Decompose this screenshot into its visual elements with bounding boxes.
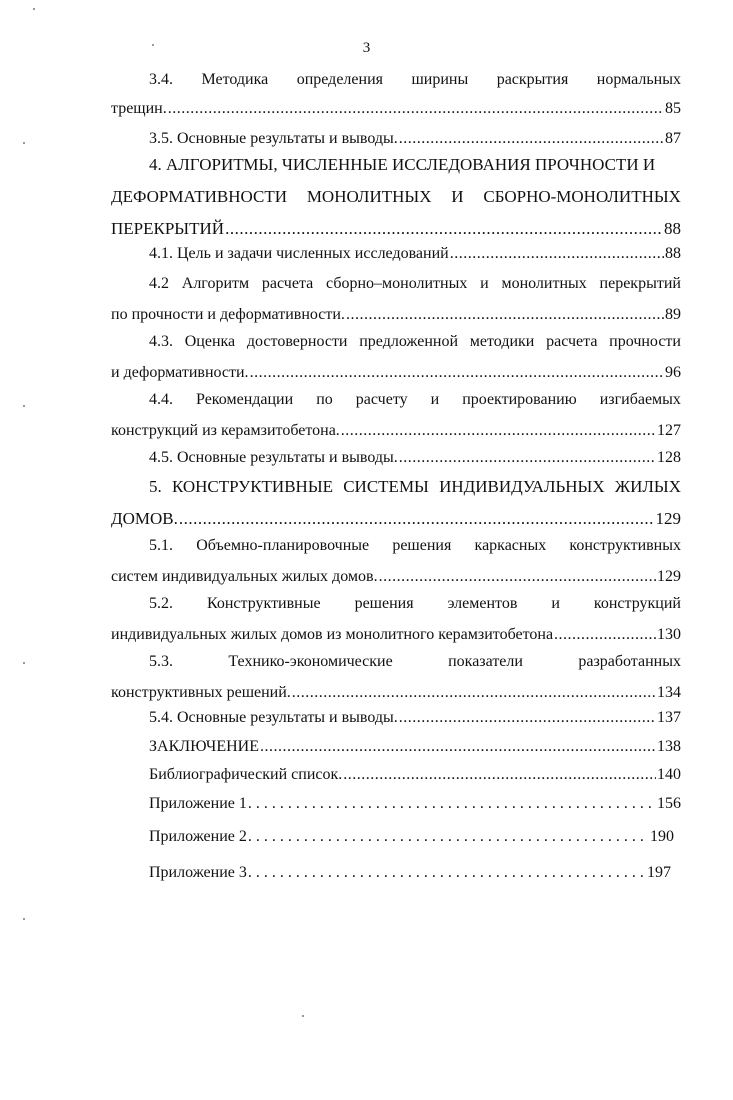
toc-line [111,361,681,384]
leader-dots [248,861,646,884]
toc-page-number: 88 [664,219,681,238]
leader-dots [399,127,664,150]
toc-entry-appendix-2 [111,825,674,848]
toc-entry-title: Приложение 1 [149,795,247,812]
toc-word: расчета [261,275,314,292]
leader-dots [292,681,656,704]
toc-line [111,792,681,815]
toc-entry-title: по прочности и деформативности. [111,306,345,323]
toc-entry-bibliography [111,763,681,786]
page-number: 3 [362,40,371,56]
scan-speck [23,142,25,144]
toc-entry-4 [111,149,681,245]
toc-line [111,592,681,615]
toc-page-number: 85 [665,100,681,117]
toc-word: элементов [447,595,518,612]
toc-entry-title: и деформативности. [111,364,249,381]
toc-entry-title: 3.5. Основные результаты и выводы. [149,130,398,147]
toc-line [111,68,681,91]
toc-line [111,272,681,295]
toc-entry-title: 5.4. Основные результаты и выводы. [149,709,398,726]
toc-line [111,97,681,120]
toc-entry-4-1 [111,242,681,265]
toc-entry-title: Библиографический список. [149,766,343,783]
toc-entry-conclusion [111,735,681,758]
leader-dots [554,623,656,646]
toc-line [111,763,681,786]
leader-dots [450,242,664,265]
toc-entry-3-4 [111,68,681,120]
toc-line [111,471,681,503]
toc-entry-title: систем индивидуальных жилых домов. [111,568,378,585]
toc-entry-title: индивидуальных жилых домов из монолитного керамзитобетона [111,626,554,643]
toc-word: проектированию [462,391,577,408]
leader-dots [260,735,656,758]
toc-word: 4.4. [149,391,173,408]
toc-word: ЖИЛЫХ [614,477,681,496]
toc-word: СБОРНО-МОНОЛИТНЫХ [483,187,681,206]
leader-dots [341,419,656,442]
toc-word: И [451,187,464,206]
toc-word: 5. [149,477,162,496]
toc-entry-title: 4. АЛГОРИТМЫ, ЧИСЛЕННЫЕ ИССЛЕДОВАНИЯ ПРОЧНОСТИ И [149,155,656,174]
toc-word: ИНДИВИДУАЛЬНЫХ [439,477,605,496]
toc-word: и [551,595,560,612]
toc-line [111,650,681,673]
toc-line [111,534,681,557]
toc-word: 3.4. [149,71,173,88]
toc-word: ДЕФОРМАТИВНОСТИ [111,187,288,206]
scan-speck [33,8,35,10]
toc-word: изгибаемых [599,391,681,408]
leader-dots [379,565,656,588]
toc-entry-title: ДОМОВ. [111,509,178,528]
toc-word: монолитных [501,275,587,292]
leader-dots [168,97,664,120]
toc-entry-appendix-1 [111,792,681,815]
toc-word: 4.2 [149,275,169,292]
toc-page-number: 87 [665,130,681,147]
toc-line [111,565,681,588]
toc-line [111,181,681,213]
toc-word: Алгоритм [181,275,250,292]
toc-word: КОНСТРУКТИВНЫЕ [171,477,334,496]
toc-page-number: 140 [657,766,681,783]
toc-word: достоверности [246,333,348,350]
toc-entry-appendix-3 [111,861,671,884]
toc-page-number: 137 [657,709,681,726]
toc-page-number: 88 [665,245,681,262]
leader-dots [346,303,664,326]
toc-entry-5 [111,471,681,535]
toc-word: МОНОЛИТНЫХ [306,187,432,206]
toc-entry-5-4 [111,706,681,729]
leader-dots [225,213,663,245]
toc-entry-5-2 [111,592,681,646]
leader-dots [179,503,655,535]
toc-entry-title: конструктивных решений. [111,684,291,701]
toc-line [111,242,681,265]
toc-line [111,706,681,729]
toc-word: показатели [448,653,523,670]
toc-line [111,623,681,646]
toc-word: 5.2. [149,595,173,612]
toc-entry-4-2 [111,272,681,326]
toc-entry-title: 4.5. Основные результаты и выводы. [149,449,398,466]
toc-word: раскрытия [496,71,569,88]
toc-word: перекрытий [599,275,681,292]
toc-page-number: 96 [665,364,681,381]
scan-speck [23,662,25,664]
toc-entry-3-5 [111,127,681,150]
toc-page-number: 190 [650,828,674,845]
toc-page-number: 134 [657,684,681,701]
toc-word: расчета [546,333,598,350]
toc-entry-4-4 [111,388,681,442]
toc-line [111,149,681,181]
toc-line [111,330,681,353]
toc-word: конструктивных [569,537,681,554]
toc-entry-4-5 [111,446,681,469]
toc-word: прочности [609,333,681,350]
toc-word: Объемно-планировочные [196,537,370,554]
toc-line [111,303,681,326]
toc-word: Оценка [184,333,236,350]
toc-page-number: 197 [647,864,671,881]
toc-line [111,419,681,442]
scan-speck [23,405,25,407]
toc-entry-5-3 [111,650,681,704]
toc-line [111,446,681,469]
toc-line [111,503,681,535]
toc-page-number: 129 [655,509,681,528]
toc-page-number: 129 [657,568,681,585]
toc-word: и [430,391,440,408]
toc-word: и [480,275,489,292]
toc-word: решения [354,595,414,612]
toc-word: сборно–монолитных [326,275,468,292]
toc-entry-title: Приложение 2 [149,828,247,845]
toc-word: нормальных [596,71,681,88]
toc-word: расчету [355,391,408,408]
leader-dots [399,446,656,469]
scan-speck [23,918,25,920]
toc-entry-title: ЗАКЛЮЧЕНИЕ [149,738,259,755]
scan-speck [302,1015,304,1017]
toc-entry-title: конструкций из керамзитобетона. [111,422,340,439]
toc-word: 5.3. [149,653,173,670]
toc-word: решения [392,537,452,554]
toc-word: предложенной [359,333,459,350]
toc-entry-5-1 [111,534,681,588]
toc-page-number: 156 [657,795,681,812]
toc-entry-4-3 [111,330,681,384]
toc-line [111,825,674,848]
toc-word: Конструктивные [206,595,321,612]
toc-word: разработанных [578,653,681,670]
toc-entry-title: Приложение 3 [149,864,247,881]
toc-word: ширины [411,71,469,88]
toc-page-number: 138 [657,738,681,755]
toc-line [111,127,681,150]
toc-entry-title: трещин. [111,100,167,117]
leader-dots [250,361,664,384]
toc-line [111,388,681,411]
leader-dots [248,825,649,848]
toc-word: Методика [201,71,269,88]
toc-entry-title: ПЕРЕКРЫТИЙ [111,219,225,238]
toc-word: методики [469,333,535,350]
scan-speck [152,44,154,46]
toc-word: определения [296,71,383,88]
toc-word: Технико-экономические [228,653,393,670]
toc-line [111,213,681,245]
toc-word: 5.1. [149,537,173,554]
toc-line [111,681,681,704]
toc-line [111,735,681,758]
toc-page-number: 128 [657,449,681,466]
toc-word: Рекомендации [196,391,294,408]
toc-page-number: 130 [657,626,681,643]
toc-line [111,861,671,884]
toc-word: СИСТЕМЫ [343,477,429,496]
toc-word: 4.3. [149,333,173,350]
toc-word: каркасных [474,537,547,554]
leader-dots [399,706,656,729]
leader-dots [248,792,656,815]
toc-word: конструкций [593,595,681,612]
toc-word: по [316,391,333,408]
leader-dots [343,763,656,786]
toc-entry-title: 4.1. Цель и задачи численных исследований [149,245,449,262]
toc-page-number: 127 [657,422,681,439]
toc-page-number: 89 [665,306,681,323]
